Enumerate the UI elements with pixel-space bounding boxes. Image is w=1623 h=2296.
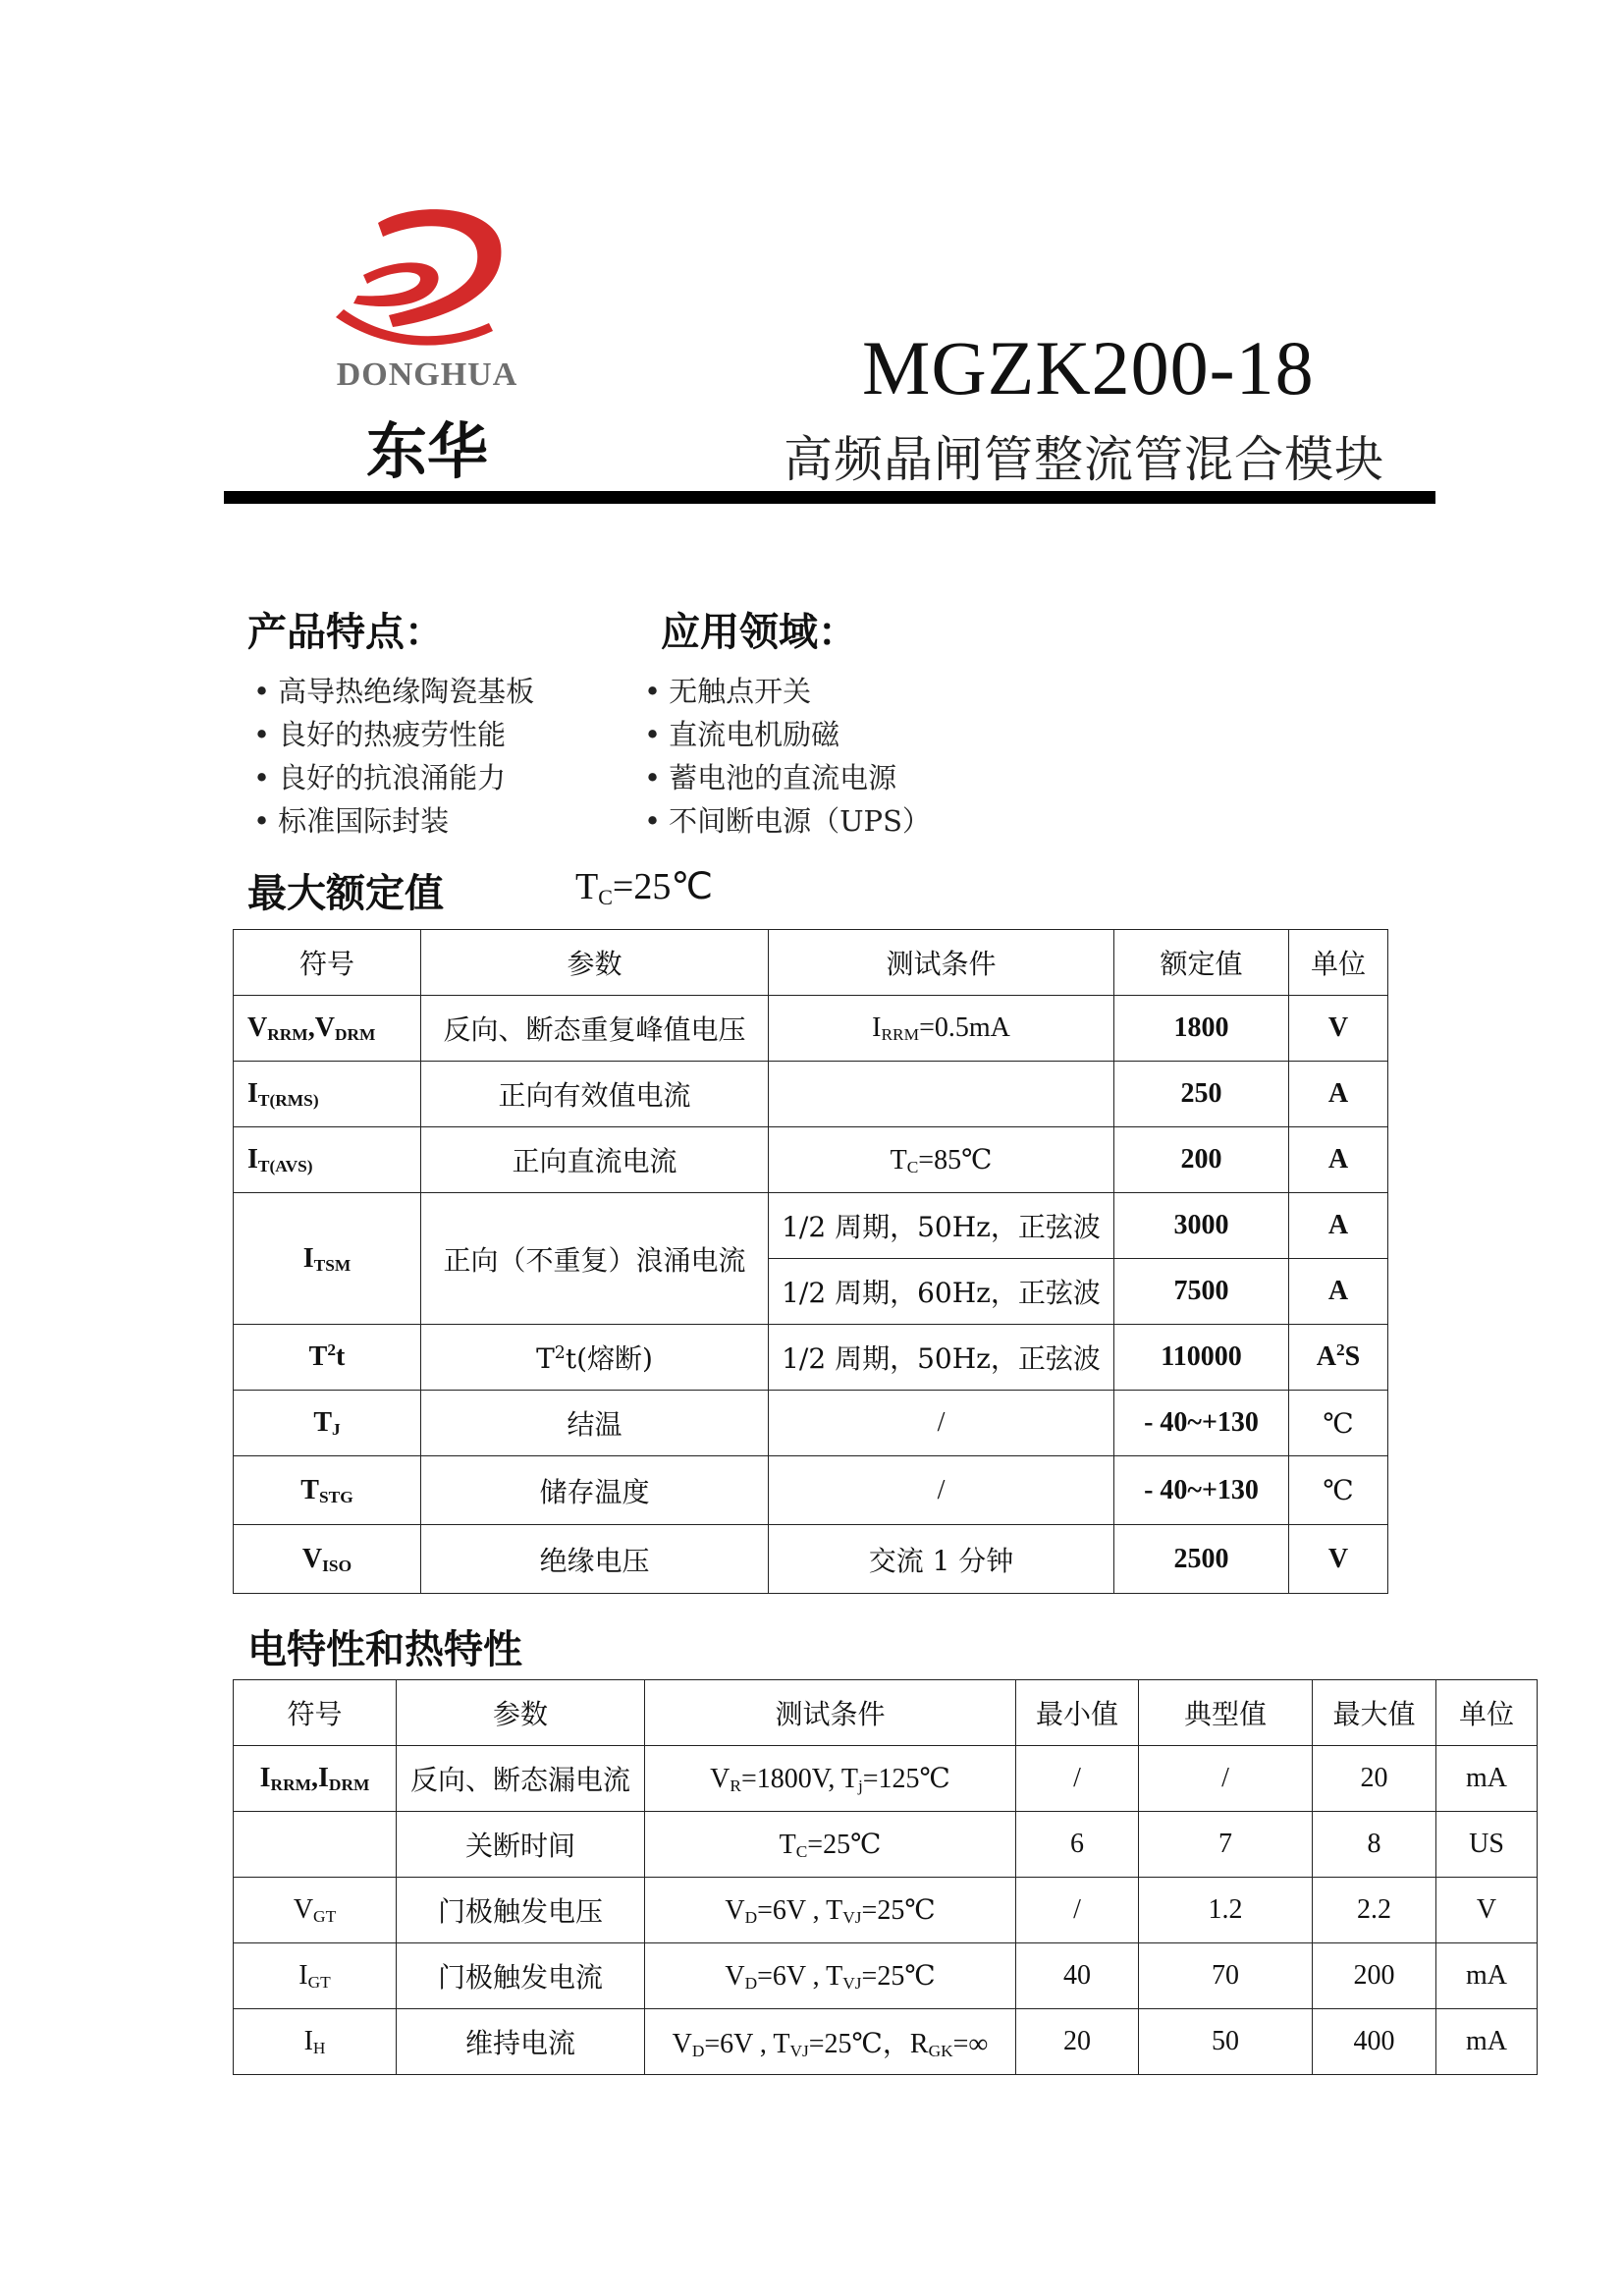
max-cell: 2.2 bbox=[1313, 1878, 1436, 1943]
product-subtitle: 高频晶闸管整流管混合模块 bbox=[784, 431, 1384, 488]
unit-cell: ℃ bbox=[1289, 1391, 1388, 1456]
application-item: • 直流电机励磁 bbox=[644, 713, 931, 756]
param-cell: 反向、断态重复峰值电压 bbox=[421, 996, 769, 1062]
typ-cell: / bbox=[1139, 1746, 1313, 1812]
condition-cell: IRRM=0.5mA bbox=[769, 996, 1114, 1062]
symbol-cell: IH bbox=[234, 2009, 397, 2075]
header-cell: 符号 bbox=[234, 1680, 397, 1746]
table-row bbox=[234, 1525, 1388, 1594]
value-cell: - 40~+130 bbox=[1114, 1391, 1289, 1456]
max-cell: 8 bbox=[1313, 1812, 1436, 1878]
feature-item: • 高导热绝缘陶瓷基板 bbox=[253, 670, 534, 713]
condition-cell: / bbox=[769, 1456, 1114, 1525]
condition-cell: 1/2 周期，50Hz，正弦波 bbox=[769, 1193, 1114, 1259]
feature-item: • 标准国际封装 bbox=[253, 799, 534, 843]
condition-cell: 1/2 周期，60Hz，正弦波 bbox=[769, 1259, 1114, 1325]
condition-cell: TC=85℃ bbox=[769, 1127, 1114, 1193]
param-cell: 反向、断态漏电流 bbox=[397, 1746, 645, 1812]
max-cell: 20 bbox=[1313, 1746, 1436, 1812]
param-cell: 正向直流电流 bbox=[421, 1127, 769, 1193]
electrical-title: 电特性和热特性 bbox=[247, 1627, 522, 1672]
symbol-cell: IRRM,IDRM bbox=[234, 1746, 397, 1812]
symbol-cell: IT(RMS) bbox=[234, 1062, 421, 1127]
unit-cell: mA bbox=[1436, 2009, 1538, 2075]
application-item: • 蓄电池的直流电源 bbox=[644, 756, 931, 799]
table-row bbox=[234, 1943, 1538, 2009]
company-logo bbox=[295, 201, 560, 486]
table-row bbox=[234, 1062, 1388, 1127]
donghua-logo-icon bbox=[324, 201, 530, 349]
unit-cell: ℃ bbox=[1289, 1456, 1388, 1525]
typ-cell: 70 bbox=[1139, 1943, 1313, 2009]
features-title: 产品特点： bbox=[247, 610, 444, 655]
param-cell: 储存温度 bbox=[421, 1456, 769, 1525]
max-ratings-title: 最大额定值 bbox=[247, 871, 444, 916]
max-ratings-condition: $T_C=25℃$ bbox=[575, 866, 714, 909]
unit-cell: A bbox=[1289, 1062, 1388, 1127]
features-list bbox=[253, 670, 534, 843]
table-row bbox=[234, 1391, 1388, 1456]
header-rule bbox=[224, 491, 1435, 504]
header-cell: 额定值 bbox=[1114, 930, 1289, 996]
header-cell: 单位 bbox=[1289, 930, 1388, 996]
min-cell: 6 bbox=[1016, 1812, 1139, 1878]
symbol-cell: TJ bbox=[234, 1391, 421, 1456]
brand-name-en: DONGHUA bbox=[336, 356, 518, 393]
condition-cell: TC=25℃ bbox=[645, 1812, 1016, 1878]
table-row bbox=[234, 1812, 1538, 1878]
applications-title: 应用领域： bbox=[661, 610, 857, 655]
application-item: • 不间断电源（UPS） bbox=[644, 799, 931, 843]
param-cell: 结温 bbox=[421, 1391, 769, 1456]
condition-cell: 交流 1 分钟 bbox=[769, 1525, 1114, 1594]
feature-item: • 良好的热疲劳性能 bbox=[253, 713, 534, 756]
param-cell: 正向（不重复）浪涌电流 bbox=[421, 1193, 769, 1325]
min-cell: / bbox=[1016, 1878, 1139, 1943]
value-cell: 110000 bbox=[1114, 1325, 1289, 1391]
symbol-cell: IGT bbox=[234, 1943, 397, 2009]
condition-cell: / bbox=[769, 1391, 1114, 1456]
header-cell: 参数 bbox=[421, 930, 769, 996]
value-cell: - 40~+130 bbox=[1114, 1456, 1289, 1525]
min-cell: 20 bbox=[1016, 2009, 1139, 2075]
max-cell: 200 bbox=[1313, 1943, 1436, 2009]
header-cell: 测试条件 bbox=[645, 1680, 1016, 1746]
symbol-cell: VRRM,VDRM bbox=[234, 996, 421, 1062]
header-cell: 最大值 bbox=[1313, 1680, 1436, 1746]
symbol-cell: $T^2t$ bbox=[234, 1325, 421, 1391]
unit-cell: V bbox=[1436, 1878, 1538, 1943]
symbol-cell bbox=[234, 1812, 397, 1878]
table-header-row bbox=[234, 1680, 1538, 1746]
unit-cell: V bbox=[1289, 996, 1388, 1062]
param-cell: 维持电流 bbox=[397, 2009, 645, 2075]
table-row bbox=[234, 1878, 1538, 1943]
typ-cell: 7 bbox=[1139, 1812, 1313, 1878]
value-cell: 200 bbox=[1114, 1127, 1289, 1193]
param-cell: 关断时间 bbox=[397, 1812, 645, 1878]
header-cell: 典型值 bbox=[1139, 1680, 1313, 1746]
value-cell: 2500 bbox=[1114, 1525, 1289, 1594]
min-cell: / bbox=[1016, 1746, 1139, 1812]
brand-name-zh: 东华 bbox=[365, 415, 488, 487]
unit-cell: A bbox=[1289, 1193, 1388, 1259]
table-row bbox=[234, 1193, 1388, 1259]
condition-cell bbox=[769, 1062, 1114, 1127]
feature-item: • 良好的抗浪涌能力 bbox=[253, 756, 534, 799]
max-ratings-table bbox=[233, 929, 1388, 1594]
unit-cell: V bbox=[1289, 1525, 1388, 1594]
table-row bbox=[234, 1456, 1388, 1525]
condition-cell: VD=6V , TVJ=25℃ bbox=[645, 1878, 1016, 1943]
application-item: • 无触点开关 bbox=[644, 670, 931, 713]
header-cell: 符号 bbox=[234, 930, 421, 996]
applications-list bbox=[644, 670, 931, 843]
product-model: MGZK200-18 bbox=[862, 325, 1315, 410]
param-cell: 正向有效值电流 bbox=[421, 1062, 769, 1127]
symbol-cell: VGT bbox=[234, 1878, 397, 1943]
typ-cell: 1.2 bbox=[1139, 1878, 1313, 1943]
param-cell: $T^2t$(熔断) bbox=[421, 1325, 769, 1391]
value-cell: 250 bbox=[1114, 1062, 1289, 1127]
header-cell: 最小值 bbox=[1016, 1680, 1139, 1746]
unit-cell: A bbox=[1289, 1127, 1388, 1193]
param-cell: 绝缘电压 bbox=[421, 1525, 769, 1594]
param-cell: 门极触发电压 bbox=[397, 1878, 645, 1943]
symbol-cell: IT(AVS) bbox=[234, 1127, 421, 1193]
param-cell: 门极触发电流 bbox=[397, 1943, 645, 2009]
condition-cell: VR=1800V, Tj=125℃ bbox=[645, 1746, 1016, 1812]
table-row bbox=[234, 1127, 1388, 1193]
condition-cell: VD=6V , TVJ=25℃ bbox=[645, 1943, 1016, 2009]
value-cell: 7500 bbox=[1114, 1259, 1289, 1325]
unit-cell: US bbox=[1436, 1812, 1538, 1878]
unit-cell: $A^2S$ bbox=[1289, 1325, 1388, 1391]
table-row bbox=[234, 2009, 1538, 2075]
table-header-row bbox=[234, 930, 1388, 996]
table-row bbox=[234, 1746, 1538, 1812]
header-cell: 测试条件 bbox=[769, 930, 1114, 996]
condition-cell: 1/2 周期，50Hz，正弦波 bbox=[769, 1325, 1114, 1391]
max-cell: 400 bbox=[1313, 2009, 1436, 2075]
value-cell: 1800 bbox=[1114, 996, 1289, 1062]
unit-cell: A bbox=[1289, 1259, 1388, 1325]
header-cell: 单位 bbox=[1436, 1680, 1538, 1746]
min-cell: 40 bbox=[1016, 1943, 1139, 2009]
symbol-cell: ITSM bbox=[234, 1193, 421, 1325]
condition-cell: VD=6V , TVJ=25℃，RGK=∞ bbox=[645, 2009, 1016, 2075]
symbol-cell: TSTG bbox=[234, 1456, 421, 1525]
unit-cell: mA bbox=[1436, 1746, 1538, 1812]
electrical-table bbox=[233, 1679, 1538, 2075]
table-row bbox=[234, 1325, 1388, 1391]
table-row bbox=[234, 996, 1388, 1062]
header-cell: 参数 bbox=[397, 1680, 645, 1746]
symbol-cell: VISO bbox=[234, 1525, 421, 1594]
value-cell: 3000 bbox=[1114, 1193, 1289, 1259]
unit-cell: mA bbox=[1436, 1943, 1538, 2009]
typ-cell: 50 bbox=[1139, 2009, 1313, 2075]
